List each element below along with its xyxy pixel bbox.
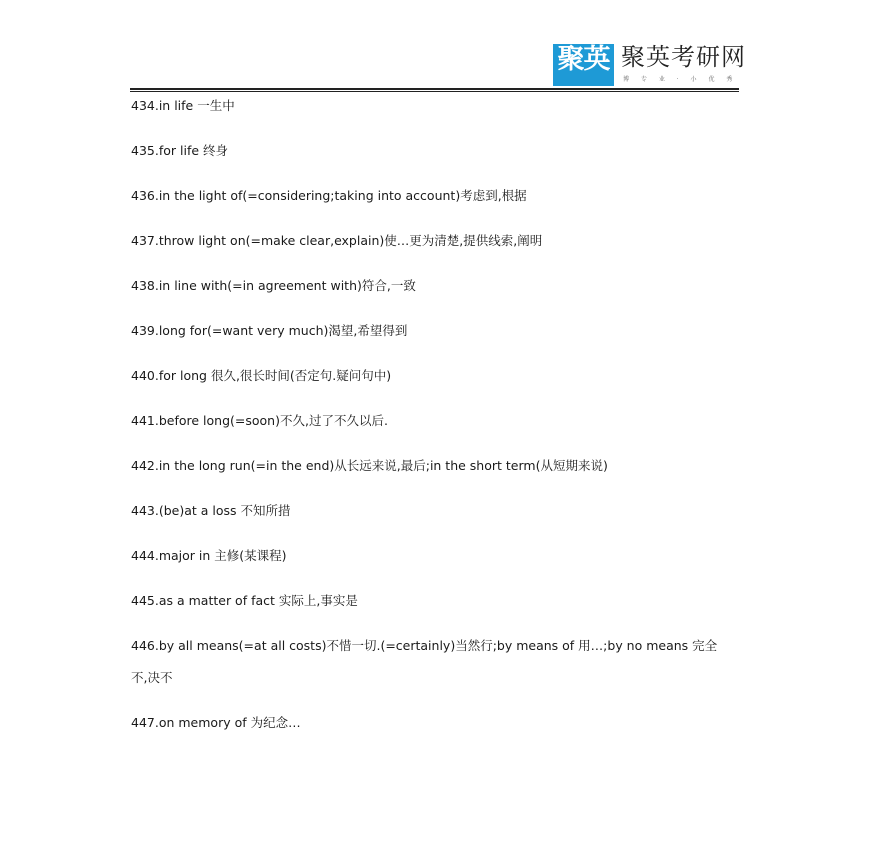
- logo-mark-subtext: [553, 75, 614, 83]
- phrase-list: [131, 96, 731, 733]
- phrase-entry-434: 434.in life 一生中: [131, 98, 235, 113]
- header-rule-thin: [130, 91, 739, 92]
- phrase-entry-436: 436.in the light of(=considering;taking into account)考虑到,根据: [131, 188, 527, 203]
- phrase-entry-440: 440.for long 很久,很长时间(否定句.疑问句中): [131, 368, 392, 383]
- phrase-entry-439: 439.long for(=want very much)渴望,希望得到: [131, 323, 408, 338]
- phrase-entry-441: 441.before long(=soon)不久,过了不久以后.: [131, 413, 388, 428]
- phrase-entry-435: 435.for life 终身: [131, 143, 229, 158]
- page-header: [0, 0, 870, 92]
- brand-tagline: 博 专 业 · 小 优 秀: [623, 76, 738, 83]
- phrase-entry-447: 447.on memory of 为纪念…: [131, 715, 301, 730]
- phrase-entry-445: 445.as a matter of fact 实际上,事实是: [131, 593, 358, 608]
- phrase-entry-442: 442.in the long run(=in the end)从长远来说,最后;in the short term(从短期来说): [131, 458, 608, 473]
- phrase-entry-438: 438.in line with(=in agreement with)符合,一致: [131, 278, 416, 293]
- phrase-entry-443: 443.(be)at a loss 不知所措: [131, 503, 291, 518]
- phrase-entry-437: 437.throw light on(=make clear,explain)使…更为清楚,提供线索,阐明: [131, 233, 543, 248]
- phrase-entry-446: 446.by all means(=at all costs)不惜一切.(=certainly)当然行;by means of 用…;by no means 完全不,决不: [131, 638, 718, 685]
- phrase-entry-444: 444.major in 主修(某课程): [131, 548, 287, 563]
- logo-mark-text: 聚英: [557, 44, 610, 75]
- header-rule: [130, 88, 739, 90]
- brand-name: 聚英考研网: [621, 43, 746, 71]
- brand-logo: [553, 44, 614, 86]
